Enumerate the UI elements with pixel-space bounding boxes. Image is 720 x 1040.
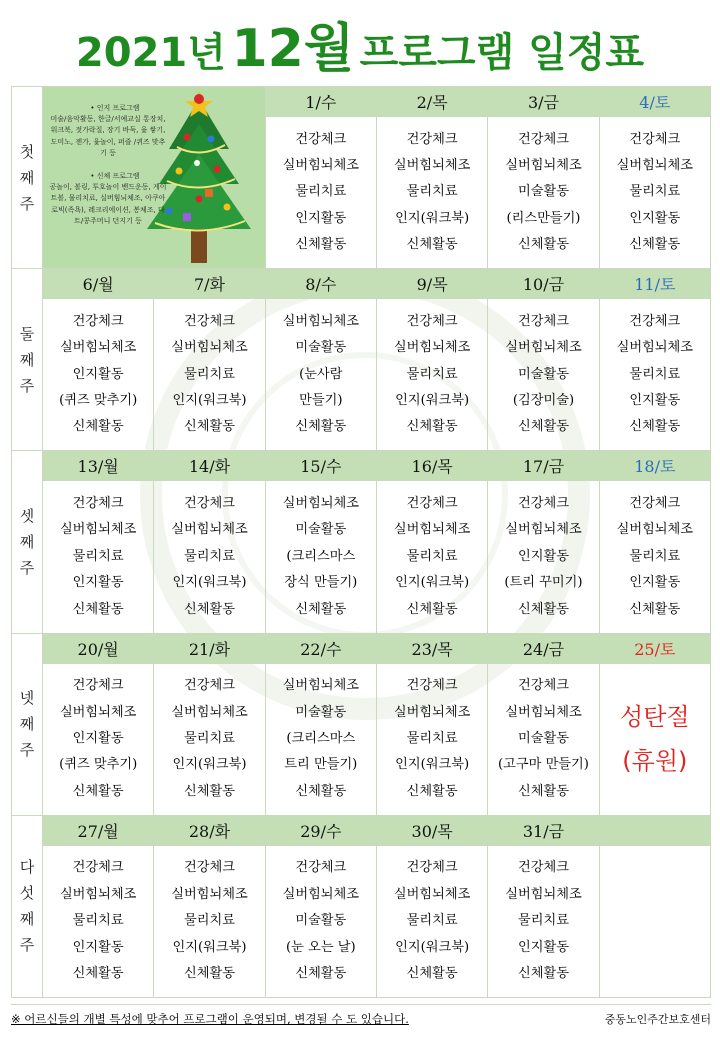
- activity-item: 건강체크: [517, 678, 569, 694]
- activity-item: 트리 만들기): [284, 757, 358, 773]
- activity-item: 실버힘뇌체조: [171, 886, 248, 902]
- activity-item: 실버힘뇌체조: [505, 886, 582, 902]
- week-header-row: [12, 633, 711, 663]
- activity-item: 신체활동: [517, 965, 569, 981]
- week-header-row: [12, 87, 711, 117]
- activity-item: 인지활동: [72, 939, 124, 955]
- activity-item: (리스만들기): [506, 210, 581, 226]
- activity-item: 인지(워크북): [172, 575, 247, 591]
- week-label-char: 셋: [19, 506, 35, 525]
- center-name: 중동노인주간보호센터: [604, 1013, 711, 1026]
- day-activities: [265, 481, 376, 633]
- activity-item: 신체활동: [517, 419, 569, 435]
- day-header: 29/수: [265, 815, 376, 845]
- activity-item: 신체활동: [184, 601, 235, 617]
- activity-item: 인지활동: [72, 730, 124, 746]
- day-activities: [376, 845, 487, 997]
- activity-item: 인지활동: [629, 575, 681, 591]
- title-rest: 프로그램 일정표: [359, 30, 645, 76]
- activity-item: 건강체크: [72, 495, 124, 511]
- day-header: 24/금: [488, 633, 599, 663]
- activity-item: 실버힘뇌체조: [616, 522, 694, 538]
- program-calendar: [11, 86, 711, 998]
- activity-item: 미술활동: [295, 913, 347, 929]
- week-activity-row: [12, 663, 711, 815]
- day-activities: [265, 299, 376, 451]
- week-label-char: 째: [19, 715, 35, 734]
- day-activities: [265, 117, 376, 269]
- activity-item: 실버힘뇌체조: [282, 157, 360, 173]
- day-header: 30/목: [376, 815, 487, 845]
- week-label: [12, 451, 43, 633]
- week-label-char: 주: [19, 376, 35, 395]
- day-header: 17/금: [488, 451, 599, 481]
- activity-item: 실버힘뇌체조: [505, 157, 582, 173]
- holiday-cell: [599, 663, 710, 815]
- week-label: [12, 87, 43, 269]
- title-month: 12월: [231, 19, 355, 79]
- activity-item: 인지활동: [72, 366, 124, 382]
- activity-item: 인지(워크북): [172, 757, 247, 773]
- activity-item: 건강체크: [184, 678, 235, 694]
- activity-item: 실버힘뇌체조: [393, 886, 471, 902]
- cognitive-program-title: • 인지 프로그램: [90, 104, 140, 112]
- activity-item: 건강체크: [517, 313, 569, 329]
- week-label-char: 주: [19, 741, 35, 760]
- week-label-char: 첫: [19, 142, 35, 161]
- activity-item: 실버힘뇌체조: [282, 886, 360, 902]
- activity-item: 인지활동: [517, 939, 569, 955]
- activity-item: 인지(워크북): [172, 392, 247, 408]
- activity-item: 물리치료: [184, 913, 235, 929]
- activity-item: 건강체크: [517, 860, 569, 876]
- activity-item: 인지활동: [629, 392, 681, 408]
- activity-item: 신체활동: [72, 965, 124, 981]
- week-header-row: [12, 815, 711, 845]
- activity-item: 신체활동: [295, 783, 347, 799]
- day-header: 31/금: [488, 815, 599, 845]
- activity-item: 신체활동: [295, 965, 347, 981]
- day-activities: [43, 481, 154, 633]
- day-activities: [43, 299, 154, 451]
- day-activities: [43, 663, 154, 815]
- day-activities: [265, 845, 376, 997]
- activity-item: 인지(워크북): [395, 575, 470, 591]
- activity-item: 신체활동: [629, 601, 681, 617]
- activity-item: 인지(워크북): [172, 939, 247, 955]
- activity-item: 실버힘뇌체조: [171, 522, 248, 538]
- activity-item: (크리스마스: [286, 730, 356, 746]
- week-label-char: 넷: [19, 689, 35, 708]
- activity-item: 미술활동: [517, 730, 569, 746]
- day-header: 16/목: [376, 451, 487, 481]
- activity-item: 물리치료: [629, 366, 681, 382]
- activity-item: 건강체크: [184, 495, 235, 511]
- activity-item: 실버힘뇌체조: [59, 340, 137, 356]
- week-label-char: 주: [19, 194, 35, 213]
- activity-item: 건강체크: [184, 860, 235, 876]
- activity-item: 물리치료: [406, 366, 458, 382]
- activity-item: 물리치료: [406, 913, 458, 929]
- page-title: [0, 6, 720, 81]
- activity-item: 신체활동: [629, 237, 681, 253]
- activity-item: 물리치료: [629, 548, 681, 564]
- activity-item: 실버힘뇌체조: [393, 340, 471, 356]
- activity-item: 건강체크: [295, 131, 347, 147]
- activity-item: 실버힘뇌체조: [59, 522, 137, 538]
- week-label-char: 째: [19, 168, 35, 187]
- day-activities: [376, 117, 487, 269]
- activity-item: 건강체크: [72, 860, 124, 876]
- activity-item: 인지(워크북): [395, 392, 470, 408]
- activity-item: 건강체크: [406, 678, 458, 694]
- activity-item: 물리치료: [184, 366, 235, 382]
- day-activities: [43, 845, 154, 997]
- day-header: 27/월: [43, 815, 154, 845]
- activity-item: (고구마 만들기): [498, 757, 589, 773]
- day-header: 7/화: [154, 269, 265, 299]
- activity-item: 물리치료: [406, 730, 458, 746]
- week-label: [12, 815, 43, 997]
- activity-item: 물리치료: [184, 730, 235, 746]
- day-activities: [265, 663, 376, 815]
- day-header: 20/월: [43, 633, 154, 663]
- day-activities: [154, 663, 265, 815]
- day-activities: [488, 481, 599, 633]
- activity-item: 신체활동: [406, 965, 458, 981]
- activity-item: (트리 꾸미기): [504, 575, 583, 591]
- day-header: 23/목: [376, 633, 487, 663]
- day-header: 2/목: [376, 87, 487, 117]
- activity-item: 신체활동: [629, 419, 681, 435]
- day-header: 25/토: [599, 633, 710, 663]
- activity-item: 실버힘뇌체조: [171, 340, 248, 356]
- week-label-char: 째: [19, 910, 35, 929]
- week-label-char: 주: [19, 558, 35, 577]
- day-header: [599, 815, 710, 845]
- activity-item: 신체활동: [517, 783, 569, 799]
- activity-item: (퀴즈 맞추기): [59, 392, 138, 408]
- activity-item: 실버힘뇌체조: [616, 340, 694, 356]
- activity-item: 실버힘뇌체조: [393, 704, 471, 720]
- week-label-char: 주: [19, 936, 35, 955]
- activity-item: 실버힘뇌체조: [171, 704, 248, 720]
- day-activities: [599, 845, 710, 997]
- day-activities: [488, 299, 599, 451]
- day-header: 21/화: [154, 633, 265, 663]
- day-activities: [488, 845, 599, 997]
- activity-item: 물리치료: [406, 548, 458, 564]
- activity-item: 건강체크: [72, 678, 124, 694]
- day-header: 14/화: [154, 451, 265, 481]
- activity-item: 인지활동: [72, 575, 124, 591]
- activity-item: 인지(워크북): [395, 210, 470, 226]
- footer: [11, 1004, 711, 1027]
- activity-item: 신체활동: [295, 419, 347, 435]
- day-activities: [154, 299, 265, 451]
- day-activities: [488, 117, 599, 269]
- holiday-text: 성탄절: [620, 703, 690, 732]
- day-activities: [154, 845, 265, 997]
- activity-item: 미술활동: [517, 366, 569, 382]
- activity-item: 건강체크: [406, 313, 458, 329]
- day-activities: [376, 663, 487, 815]
- day-header: 11/토: [599, 269, 710, 299]
- week-label-char: 째: [19, 350, 35, 369]
- week-label: [12, 633, 43, 815]
- spacer: [49, 159, 167, 169]
- activity-item: (크리스마스: [286, 548, 356, 564]
- day-header: 3/금: [488, 87, 599, 117]
- activity-item: (퀴즈 맞추기): [59, 757, 138, 773]
- activity-item: 실버힘뇌체조: [505, 704, 582, 720]
- day-activities: [599, 481, 710, 633]
- activity-item: 물리치료: [72, 548, 124, 564]
- week-activity-row: [12, 481, 711, 633]
- activity-item: 실버힘뇌체조: [282, 495, 360, 511]
- day-header: 15/수: [265, 451, 376, 481]
- activity-item: 인지활동: [295, 210, 347, 226]
- activity-item: 실버힘뇌체조: [282, 313, 360, 329]
- week-header-row: [12, 451, 711, 481]
- activity-item: (김장미술): [512, 392, 575, 408]
- activity-item: 물리치료: [406, 184, 458, 200]
- day-activities: [599, 117, 710, 269]
- day-header: 9/목: [376, 269, 487, 299]
- week-activity-row: [12, 845, 711, 997]
- activity-item: 물리치료: [517, 913, 569, 929]
- activity-item: 신체활동: [72, 783, 124, 799]
- activity-item: 신체활동: [184, 965, 235, 981]
- day-activities: [488, 663, 599, 815]
- day-activities: [599, 299, 710, 451]
- week-label-char: 째: [19, 532, 35, 551]
- day-header: 10/금: [488, 269, 599, 299]
- program-intro-text: [49, 101, 167, 227]
- activity-item: 인지활동: [629, 210, 681, 226]
- week-label-char: 둘: [19, 324, 35, 343]
- activity-item: 실버힘뇌체조: [59, 886, 137, 902]
- week-label: [12, 269, 43, 451]
- activity-item: 건강체크: [629, 495, 681, 511]
- week-label-char: 섯: [19, 884, 35, 903]
- physical-program-title: • 신체 프로그램: [90, 172, 140, 181]
- activity-item: 실버힘뇌체조: [505, 522, 582, 538]
- week-header-row: [12, 269, 711, 299]
- day-activities: [154, 481, 265, 633]
- activity-item: 건강체크: [406, 860, 458, 876]
- activity-item: 실버힘뇌체조: [393, 157, 471, 173]
- activity-item: 물리치료: [629, 184, 681, 200]
- program-intro-box: [43, 87, 266, 269]
- activity-item: 장식 만들기): [284, 575, 358, 591]
- activity-item: 건강체크: [295, 860, 347, 876]
- activity-item: 건강체크: [629, 313, 681, 329]
- activity-item: 미술활동: [517, 184, 569, 200]
- activity-item: 미술활동: [295, 522, 347, 538]
- activity-item: 신체활동: [295, 601, 347, 617]
- day-header: 18/토: [599, 451, 710, 481]
- activity-item: 신체활동: [295, 237, 347, 253]
- footer-note: ※ 어르신들의 개별 특성에 맞추어 프로그램이 운영되며, 변경될 수 도 있습니다.: [11, 1012, 409, 1026]
- day-header: 8/수: [265, 269, 376, 299]
- activity-item: 물리치료: [72, 913, 124, 929]
- activity-item: 신체활동: [517, 237, 569, 253]
- activity-item: 만들기): [299, 392, 343, 408]
- activity-item: 건강체크: [406, 495, 458, 511]
- day-header: 1/수: [265, 87, 376, 117]
- activity-item: 실버힘뇌체조: [393, 522, 471, 538]
- activity-item: 인지(워크북): [395, 757, 470, 773]
- activity-item: 실버힘뇌체조: [282, 678, 360, 694]
- activity-item: 실버힘뇌체조: [59, 704, 137, 720]
- activity-item: 건강체크: [72, 313, 124, 329]
- day-activities: [376, 299, 487, 451]
- day-header: 6/월: [43, 269, 154, 299]
- activity-item: 미술활동: [295, 340, 347, 356]
- day-header: 4/토: [599, 87, 710, 117]
- activity-item: 실버힘뇌체조: [616, 157, 694, 173]
- activity-item: 신체활동: [406, 419, 458, 435]
- activity-item: 건강체크: [406, 131, 458, 147]
- holiday-text: (휴원): [622, 747, 688, 776]
- activity-item: 인지(워크북): [395, 939, 470, 955]
- activity-item: 신체활동: [72, 419, 124, 435]
- day-header: 28/화: [154, 815, 265, 845]
- activity-item: 인지활동: [517, 548, 569, 564]
- activity-item: 미술활동: [295, 704, 347, 720]
- activity-item: 신체활동: [406, 237, 458, 253]
- title-year: 2021년: [75, 30, 226, 76]
- activity-item: 신체활동: [72, 601, 124, 617]
- activity-item: (눈사람: [299, 366, 343, 382]
- activity-item: 실버힘뇌체조: [505, 340, 582, 356]
- activity-item: 신체활동: [517, 601, 569, 617]
- activity-item: 물리치료: [295, 184, 347, 200]
- activity-item: 건강체크: [184, 313, 235, 329]
- cognitive-program-desc: 미술/음악활동, 한글/서예교실 통장치, 워크북, 젓가락질, 장기 바둑, 윷 쌓기, 도미노, 젠가, 윷놀이, 퍼즐 /퀴즈 맞추기 등: [50, 115, 166, 157]
- activity-item: 신체활동: [406, 601, 458, 617]
- activity-item: 건강체크: [629, 131, 681, 147]
- day-header: 13/월: [43, 451, 154, 481]
- activity-item: (눈 오는 날): [286, 939, 356, 955]
- day-header: 22/수: [265, 633, 376, 663]
- day-activities: [376, 481, 487, 633]
- activity-item: 신체활동: [406, 783, 458, 799]
- week-activity-row: [12, 299, 711, 451]
- activity-item: 물리치료: [184, 548, 235, 564]
- activity-item: 신체활동: [184, 419, 235, 435]
- activity-item: 건강체크: [517, 131, 569, 147]
- activity-item: 신체활동: [184, 783, 235, 799]
- activity-item: 건강체크: [517, 495, 569, 511]
- week-label-char: 다: [19, 858, 35, 877]
- physical-program-desc: 공놀이, 볼링, 투호놀이 밴드운동, 게이트볼, 물리치료, 실버힘뇌체조, 아쿠아로빅(족욕), 레크리에이션, 봉체조, 다트/콩주머니 던지기 등: [49, 183, 167, 225]
